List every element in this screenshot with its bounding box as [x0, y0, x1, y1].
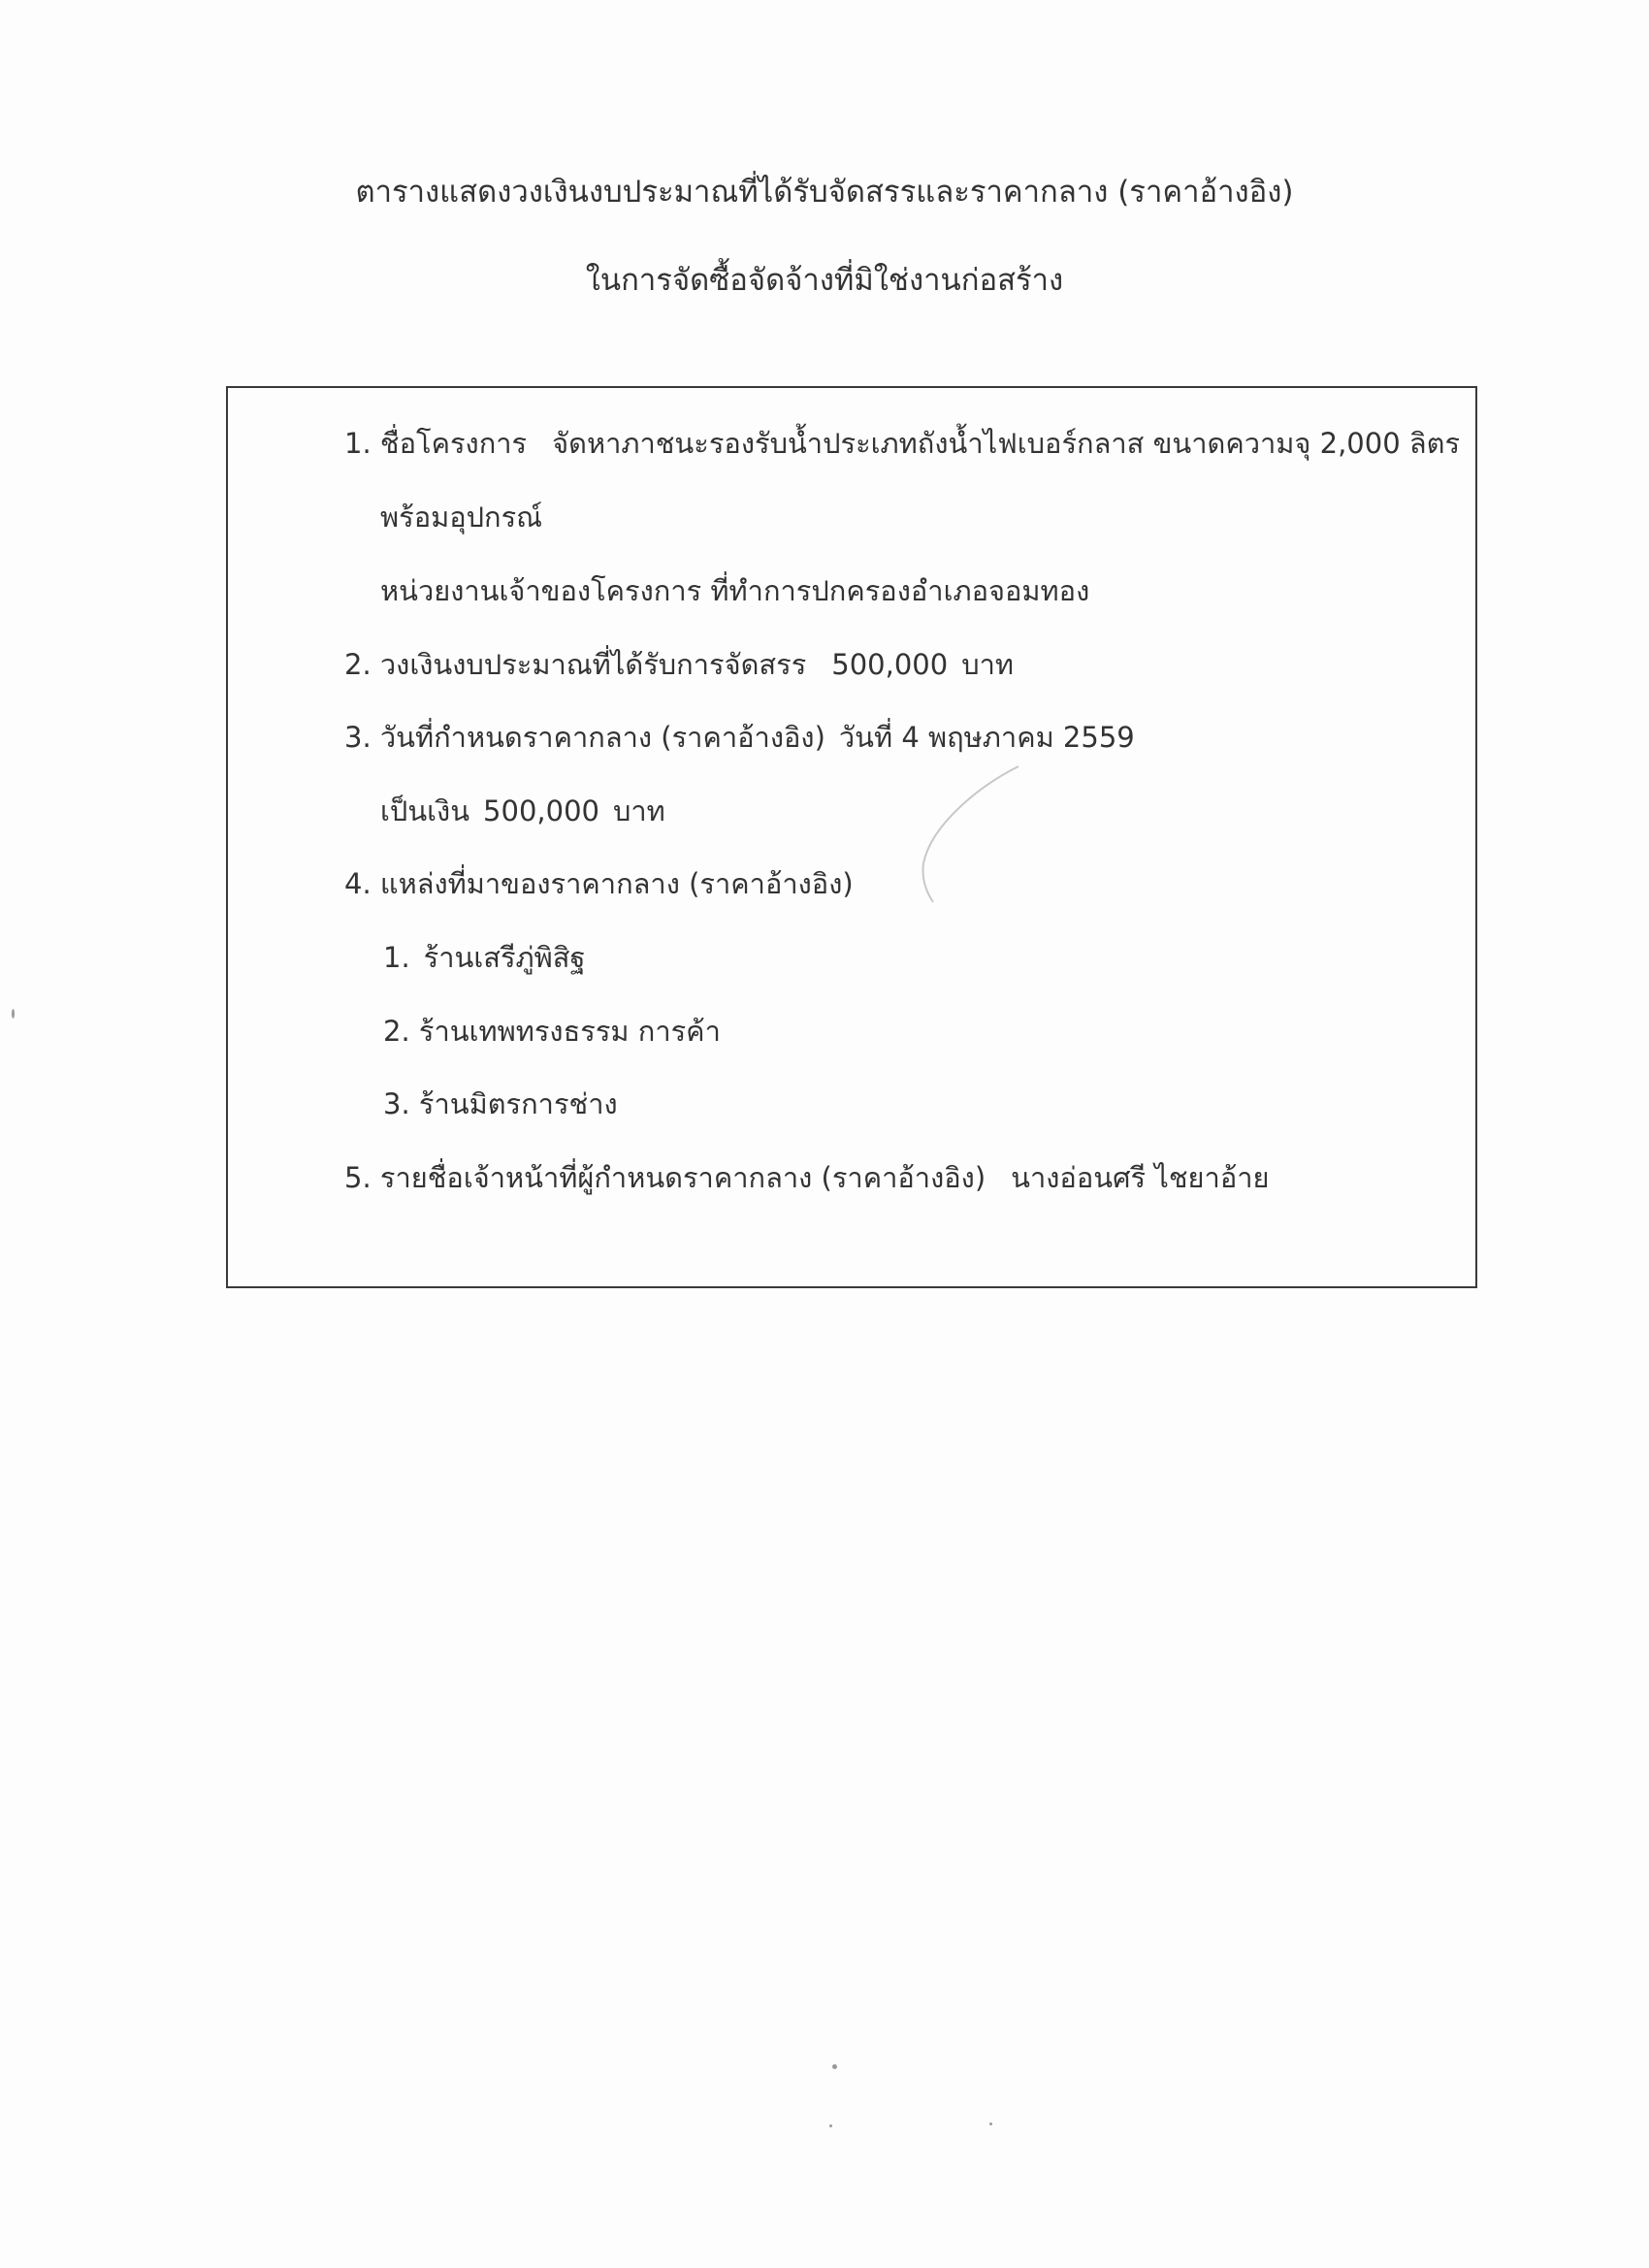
- scan-speck: [989, 2122, 992, 2125]
- amount-unit: บาท: [612, 794, 665, 827]
- source-number: 2.: [383, 1015, 410, 1048]
- source-number: 1.: [383, 941, 410, 974]
- item-number: 4.: [344, 867, 372, 900]
- source-name: ร้านมิตรการช่าง: [418, 1087, 618, 1120]
- scan-speck: [829, 2124, 832, 2127]
- item-label: รายชื่อเจ้าหน้าที่ผู้กำหนดราคากลาง (ราคาอ้างอิง): [379, 1161, 986, 1194]
- project-name: จัดหาภาชนะรองรับน้ำประเภทถังน้ำไฟเบอร์กลาส ขนาดความจุ 2,000 ลิตร: [552, 427, 1461, 460]
- budget-amount: 500,000: [831, 648, 949, 681]
- item-3-amount: [380, 789, 665, 833]
- item-label: วันที่กำหนดราคากลาง (ราคาอ้างอิง): [379, 721, 825, 754]
- item-label: แหล่งที่มาของราคากลาง (ราคาอ้างอิง): [379, 867, 854, 900]
- pen-mark-decoration: [912, 757, 1028, 912]
- item-number: 3.: [344, 721, 372, 754]
- amount-label: เป็นเงิน: [380, 794, 470, 827]
- scan-speck: [832, 2064, 837, 2069]
- item-number: 5.: [344, 1161, 372, 1194]
- item-2-budget: [344, 642, 1014, 687]
- item-3-reference-date: [344, 715, 1135, 760]
- item-4-price-sources: [344, 861, 854, 906]
- source-item-2: [383, 1009, 721, 1053]
- item-1-agency: หน่วยงานเจ้าของโครงการ ที่ทำการปกครองอำเภอจอมทอง: [380, 574, 1090, 607]
- item-1-project-name-cont: พร้อมอุปกรณ์: [380, 501, 543, 534]
- item-number: 2.: [344, 648, 372, 681]
- source-name: ร้านเสรีภู่พิสิฐ: [423, 941, 586, 974]
- item-label: วงเงินงบประมาณที่ได้รับการจัดสรร: [379, 648, 807, 681]
- officer-name: นางอ่อนศรี ไชยาอ้าย: [1011, 1161, 1270, 1194]
- budget-unit: บาท: [961, 648, 1015, 681]
- info-box: [226, 386, 1477, 1288]
- document-title: ตารางแสดงวงเงินงบประมาณที่ได้รับจัดสรรและราคากลาง (ราคาอ้างอิง): [355, 175, 1294, 210]
- item-5-officer: [344, 1155, 1270, 1200]
- source-name: ร้านเทพทรงธรรม การค้า: [418, 1015, 721, 1048]
- source-item-3: [383, 1082, 618, 1126]
- document-subtitle: ในการจัดซื้อจัดจ้างที่มิใช่งานก่อสร้าง: [585, 263, 1064, 298]
- scan-speck: [12, 1009, 15, 1019]
- reference-amount: 500,000: [483, 794, 599, 827]
- reference-date: วันที่ 4 พฤษภาคม 2559: [838, 721, 1135, 754]
- item-label: ชื่อโครงการ: [379, 427, 528, 460]
- item-1-project-name: [344, 421, 1460, 466]
- source-item-1: [383, 935, 585, 980]
- source-number: 3.: [383, 1087, 410, 1120]
- item-number: 1.: [344, 427, 372, 460]
